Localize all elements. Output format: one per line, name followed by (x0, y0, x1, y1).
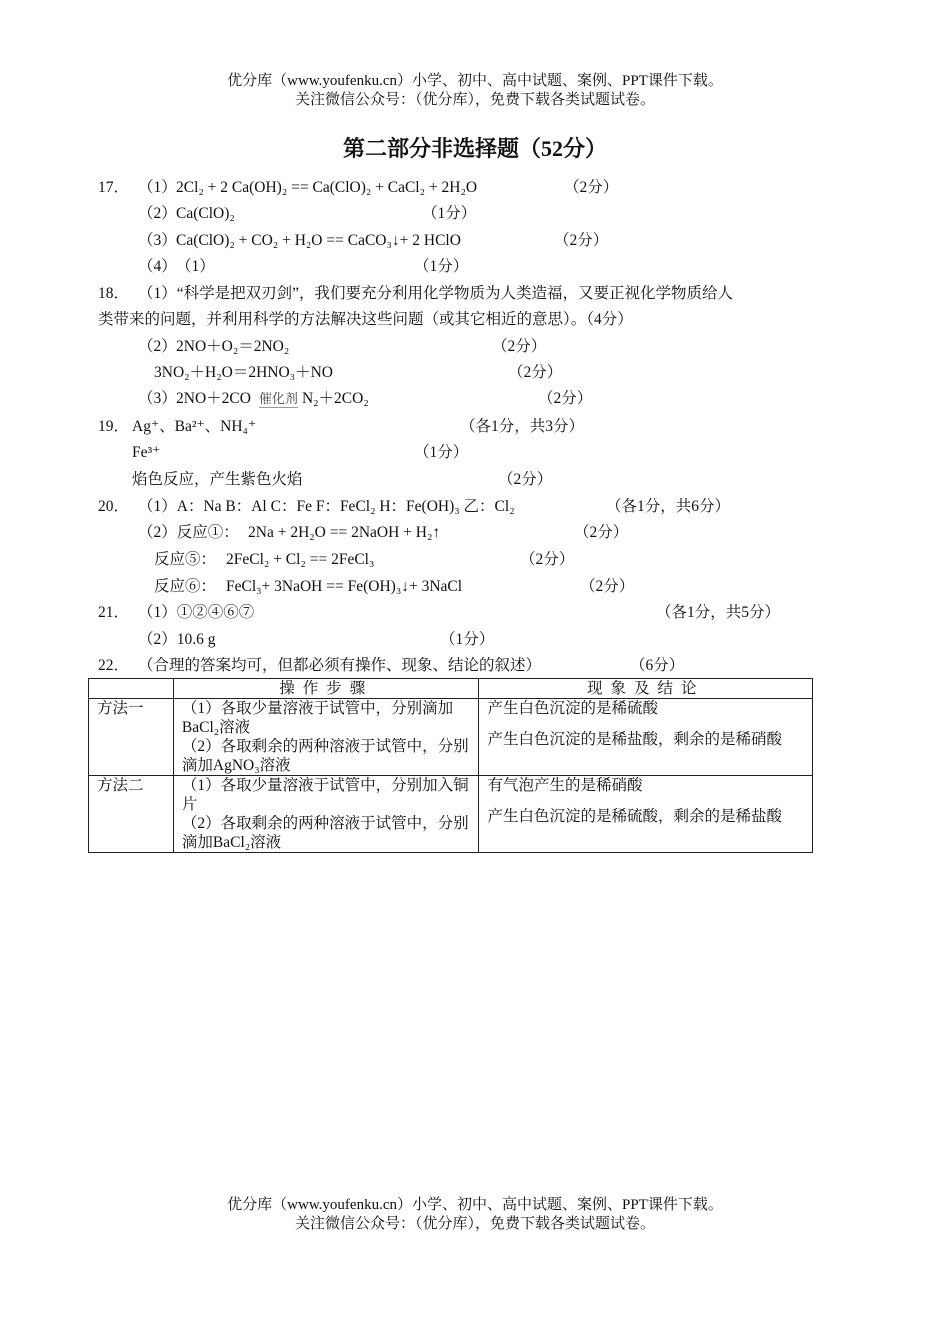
q20-part1-score: （各1分，共6分） (606, 498, 731, 515)
header-line-2: 关注微信公众号：（优分库），免费下载各类试题试卷。 (294, 92, 655, 108)
q20-reaction5-score: （2分） (520, 551, 575, 568)
q19-line1-score: （各1分，共3分） (460, 418, 585, 435)
experiment-table (88, 678, 813, 853)
q18-part2-label: （2） (138, 338, 177, 355)
q17-part1-score: （2分） (564, 179, 619, 196)
q17-part2-answer: Ca(ClO)₂ (176, 205, 235, 222)
footer-line-1: 优分库（www.youfenku.cn）小学、初中、高中试题、案例、PPT课件下载。 (227, 1197, 723, 1213)
method-one-label: 方法一 (89, 699, 174, 776)
q17-part3-score: （2分） (554, 232, 609, 249)
q21-part1: （1）①②④⑥⑦ (138, 604, 255, 621)
method-two-label: 方法二 (89, 776, 174, 853)
q21-part2-score: （1分） (440, 631, 495, 648)
q21-part2: （2）10.6 g (138, 631, 216, 648)
method-two-steps (173, 776, 479, 853)
method-two-step2: （2）各取剩余的两种溶液于试管中，分别滴加BaCl₂溶液 (181, 815, 469, 851)
method-two-result2: 产生白色沉淀的是稀硫酸，剩余的是稀盐酸 (487, 808, 782, 825)
q18-part3-products: N₂＋2CO₂ (301, 390, 369, 407)
q21-part1-score: （各1分，共5分） (656, 604, 781, 621)
q17-part4-label: （4） (138, 258, 177, 275)
q18-part2-score2: （2分） (508, 364, 563, 381)
method-one-results (479, 699, 813, 776)
table-header-result: 现象及结论 (479, 679, 813, 699)
table-row (89, 699, 813, 776)
q22-note: （合理的答案均可，但都必须有操作、现象、结论的叙述） (138, 657, 542, 674)
footer-line-2: 关注微信公众号：（优分库），免费下载各类试题试卷。 (294, 1216, 655, 1232)
q19-line2-score: （1分） (414, 444, 469, 461)
q19-line3-score: （2分） (498, 471, 553, 488)
q20-reaction5-label: 反应⑤： (154, 551, 217, 568)
q18-part3-score: （2分） (538, 390, 593, 407)
q18-part1-line1: （1）“科学是把双刃剑”，我们要充分利用化学物质为人类造福，又要正视化学物质给人 (138, 285, 734, 302)
q18-part2-equation1: 2NO＋O₂＝2NO₂ (176, 338, 290, 355)
q21-number: 21． (98, 604, 130, 621)
q18-part1-line2: 类带来的问题，并利用科学的方法解决这些问题（或其它相近的意思）。（4分） (98, 311, 633, 328)
table-row (89, 776, 813, 853)
catalyst-label: 催化剂 (258, 391, 298, 406)
q17-part4-score: （1分） (414, 258, 469, 275)
q17-part2-score: （1分） (422, 205, 477, 222)
q18-part3-reactants: 2NO＋2CO (176, 390, 251, 407)
method-one-step1: （1）各取少量溶液于试管中，分别滴加BaCl₂溶液 (181, 700, 454, 736)
q20-part2-label: （2）反应①： (138, 524, 239, 541)
method-one-steps (173, 699, 479, 776)
section-title: 第二部分非选择题（52分） (342, 136, 607, 161)
q17-part3-equation: Ca(ClO)₂ + CO₂ + H₂O == CaCO₃↓+ 2 HClO (176, 232, 461, 249)
q19-line1: Ag⁺、Ba²⁺、NH₄⁺ (132, 418, 257, 435)
q20-reaction6-score: （2分） (580, 578, 635, 595)
q20-reaction1-score: （2分） (574, 524, 629, 541)
q19-line2: Fe³⁺ (132, 444, 161, 461)
method-one-result2: 产生白色沉淀的是稀盐酸，剩余的是稀硝酸 (487, 731, 782, 748)
q17-part4-answer: （1） (176, 258, 215, 275)
q18-part2-equation2: 3NO₂＋H₂O＝2HNO₃＋NO (154, 364, 333, 381)
q17-part3-label: （3） (138, 232, 177, 249)
method-two-results (479, 776, 813, 853)
q18-part3-equation (176, 389, 369, 409)
method-one-result1: 产生白色沉淀的是稀硫酸 (487, 700, 658, 717)
q20-number: 20． (98, 498, 130, 515)
q18-number: 18． (98, 285, 130, 302)
table-header-steps: 操作步骤 (173, 679, 479, 699)
q20-reaction6-equation: FeCl₃+ 3NaOH == Fe(OH)₃↓+ 3NaCl (226, 578, 463, 595)
q19-line3: 焰色反应，产生紫色火焰 (132, 471, 303, 488)
method-one-step2: （2）各取剩余的两种溶液于试管中，分别滴加AgNO₃溶液 (181, 738, 469, 774)
table-header-empty (89, 679, 174, 699)
q22-score: （6分） (630, 657, 685, 674)
q20-reaction5-equation: 2FeCl₂ + Cl₂ == 2FeCl₃ (226, 551, 375, 568)
method-two-result1: 有气泡产生的是稀硝酸 (487, 777, 643, 794)
q17-number: 17． (98, 179, 130, 196)
q18-part3-label: （3） (138, 390, 177, 407)
q17-part1-label: （1） (138, 179, 177, 196)
table-header-row (89, 679, 813, 699)
q22-number: 22． (98, 657, 130, 674)
header-line-1: 优分库（www.youfenku.cn）小学、初中、高中试题、案例、PPT课件下载。 (227, 73, 723, 89)
q20-reaction6-label: 反应⑥： (154, 578, 217, 595)
q20-reaction1-equation: 2Na + 2H₂O == 2NaOH + H₂↑ (248, 524, 441, 541)
q18-part2-score1: （2分） (492, 338, 547, 355)
q20-part1: （1）A：Na B：Al C：Fe F：FeCl₂ H：Fe(OH)₃ 乙：Cl₂ (138, 498, 515, 515)
q17-part2-label: （2） (138, 205, 177, 222)
q17-part1-equation: 2Cl₂ + 2 Ca(OH)₂ == Ca(ClO)₂ + CaCl₂ + 2H₂O (176, 179, 478, 196)
q19-number: 19． (98, 418, 130, 435)
method-two-step1: （1）各取少量溶液于试管中，分别加入铜片 (181, 777, 469, 813)
